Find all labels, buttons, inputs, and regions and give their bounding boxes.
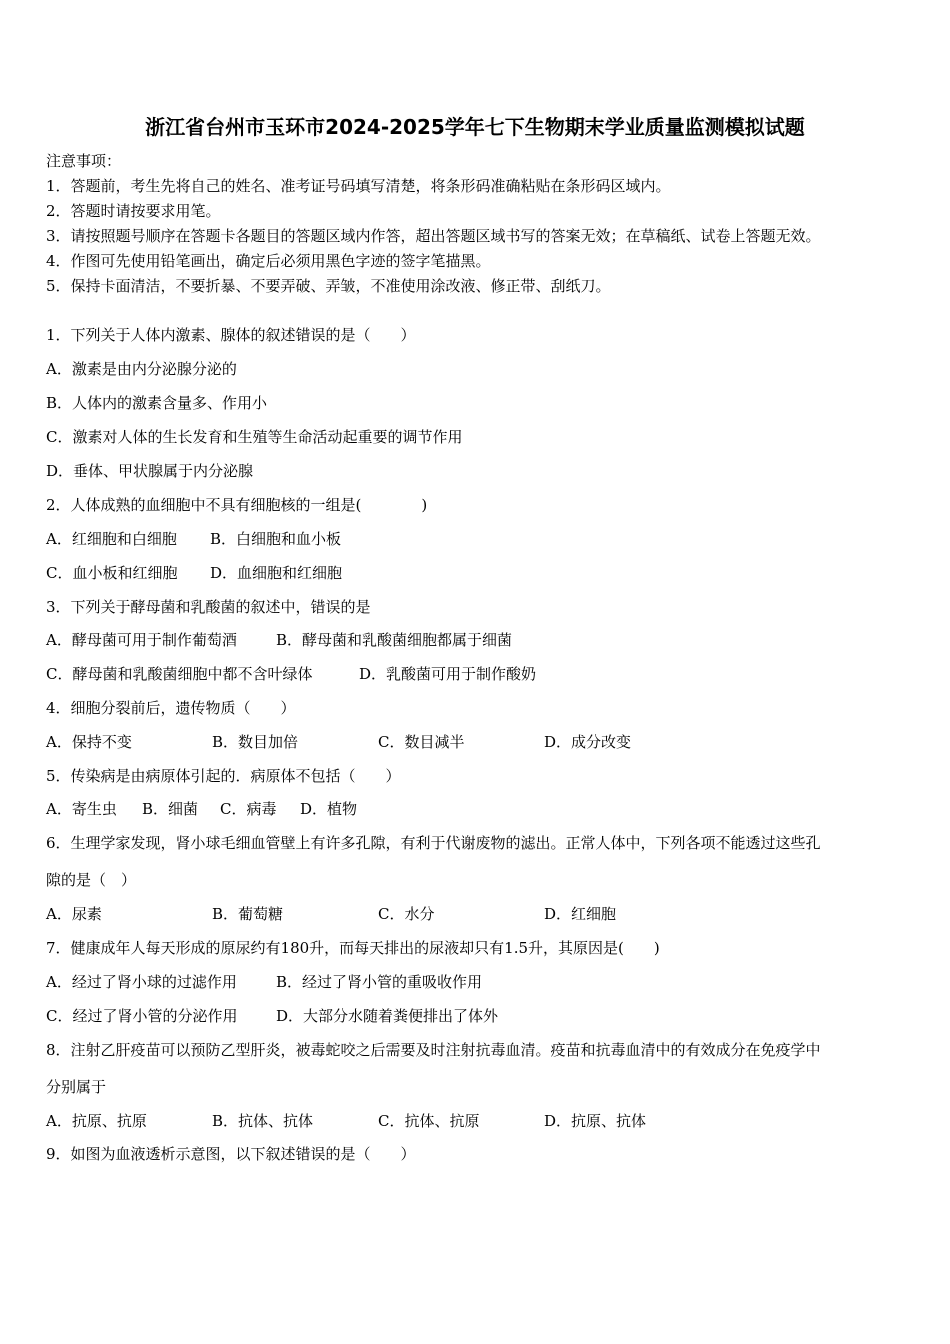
- option-a: A．尿素: [46, 905, 102, 923]
- question-stem: 2．人体成熟的血细胞中不具有细胞核的一组是( ): [46, 496, 428, 514]
- option-c: C．抗体、抗原: [378, 1112, 480, 1130]
- option-row: [46, 1111, 646, 1131]
- option-row: [46, 664, 536, 684]
- option-row: [46, 732, 631, 752]
- option-d: D．抗原、抗体: [544, 1112, 647, 1130]
- question-stem-continued: 隙的是（ ）: [46, 871, 137, 889]
- option-a: A．红细胞和白细胞: [46, 530, 177, 548]
- notice-item: 3．请按照题号顺序在答题卡各题目的答题区域内作答，超出答题区域书写的答案无效；在草稿纸、试卷上答题无效。: [46, 227, 821, 245]
- question-stem-continued: 分别属于: [46, 1078, 107, 1096]
- option-b: B．细菌: [142, 800, 199, 818]
- option-row: [46, 630, 512, 650]
- option-row: [46, 529, 341, 549]
- option-d: D．血细胞和红细胞: [210, 564, 343, 582]
- question-stem: 8．注射乙肝疫苗可以预防乙型肝炎，被毒蛇咬之后需要及时注射抗毒血清。疫苗和抗毒血清中的有效成分在免疫学中: [46, 1041, 821, 1059]
- option-row: [46, 799, 357, 819]
- option-a: A．寄生虫: [46, 800, 117, 818]
- question-stem: 4．细胞分裂前后，遗传物质（ ）: [46, 699, 296, 717]
- option-b: B．白细胞和血小板: [210, 530, 342, 548]
- option-b: B．抗体、抗体: [212, 1112, 314, 1130]
- notice-item: 2．答题时请按要求用笔。: [46, 202, 221, 220]
- option-d: D．红细胞: [544, 905, 617, 923]
- option-b: B．经过了肾小管的重吸收作用: [276, 973, 483, 991]
- option-c: C．血小板和红细胞: [46, 564, 178, 582]
- notice-item: 1．答题前，考生先将自己的姓名、准考证号码填写清楚，将条形码准确粘贴在条形码区域内。: [46, 177, 671, 195]
- question-stem: 3．下列关于酵母菌和乳酸菌的叙述中，错误的是: [46, 598, 371, 616]
- option-d: D．大部分水随着粪便排出了体外: [276, 1007, 499, 1025]
- option-b: B．葡萄糖: [212, 905, 284, 923]
- option-c: C．病毒: [220, 800, 277, 818]
- option-c: C．经过了肾小管的分泌作用: [46, 1007, 238, 1025]
- question-stem: 5．传染病是由病原体引起的．病原体不包括（ ）: [46, 767, 401, 785]
- option-row: [46, 1006, 498, 1026]
- option-row: [46, 904, 616, 924]
- option-d: D．乳酸菌可用于制作酸奶: [359, 665, 537, 683]
- question-stem: 7．健康成年人每天形成的原尿约有180升，而每天排出的尿液却只有1.5升，其原因是( ): [46, 939, 660, 957]
- option-c: C．水分: [378, 905, 435, 923]
- option-d: D．植物: [300, 800, 358, 818]
- option-c: C．酵母菌和乳酸菌细胞中都不含叶绿体: [46, 665, 313, 683]
- question-stem: 1．下列关于人体内激素、腺体的叙述错误的是（ ）: [46, 326, 416, 344]
- notice-item: 4．作图可先使用铅笔画出，确定后必须用黑色字迹的签字笔描黑。: [46, 252, 491, 270]
- notice-item: 5．保持卡面清洁，不要折暴、不要弄破、弄皱，不准使用涂改液、修正带、刮纸刀。: [46, 277, 611, 295]
- notice-heading: 注意事项：: [46, 152, 122, 170]
- option-a: A．激素是由内分泌腺分泌的: [46, 360, 237, 378]
- option-c: C．激素对人体的生长发育和生殖等生命活动起重要的调节作用: [46, 428, 463, 446]
- option-d: D．成分改变: [544, 733, 632, 751]
- option-row: [46, 563, 342, 583]
- option-b: B．酵母菌和乳酸菌细胞都属于细菌: [276, 631, 513, 649]
- option-b: B．数目加倍: [212, 733, 299, 751]
- option-a: A．酵母菌可用于制作葡萄酒: [46, 631, 237, 649]
- option-c: C．数目减半: [378, 733, 465, 751]
- option-b: B．人体内的激素含量多、作用小: [46, 394, 268, 412]
- option-a: A．经过了肾小球的过滤作用: [46, 973, 237, 991]
- question-stem: 9．如图为血液透析示意图，以下叙述错误的是（ ）: [46, 1145, 416, 1163]
- page-title: 浙江省台州市玉环市2024-2025学年七下生物期末学业质量监测模拟试题: [145, 115, 805, 139]
- option-row: [46, 972, 482, 992]
- question-stem: 6．生理学家发现，肾小球毛细血管壁上有许多孔隙，有利于代谢废物的滤出。正常人体中，下列各项不能透过这些孔: [46, 834, 821, 852]
- option-a: A．保持不变: [46, 733, 132, 751]
- option-a: A．抗原、抗原: [46, 1112, 147, 1130]
- option-d: D．垂体、甲状腺属于内分泌腺: [46, 462, 254, 480]
